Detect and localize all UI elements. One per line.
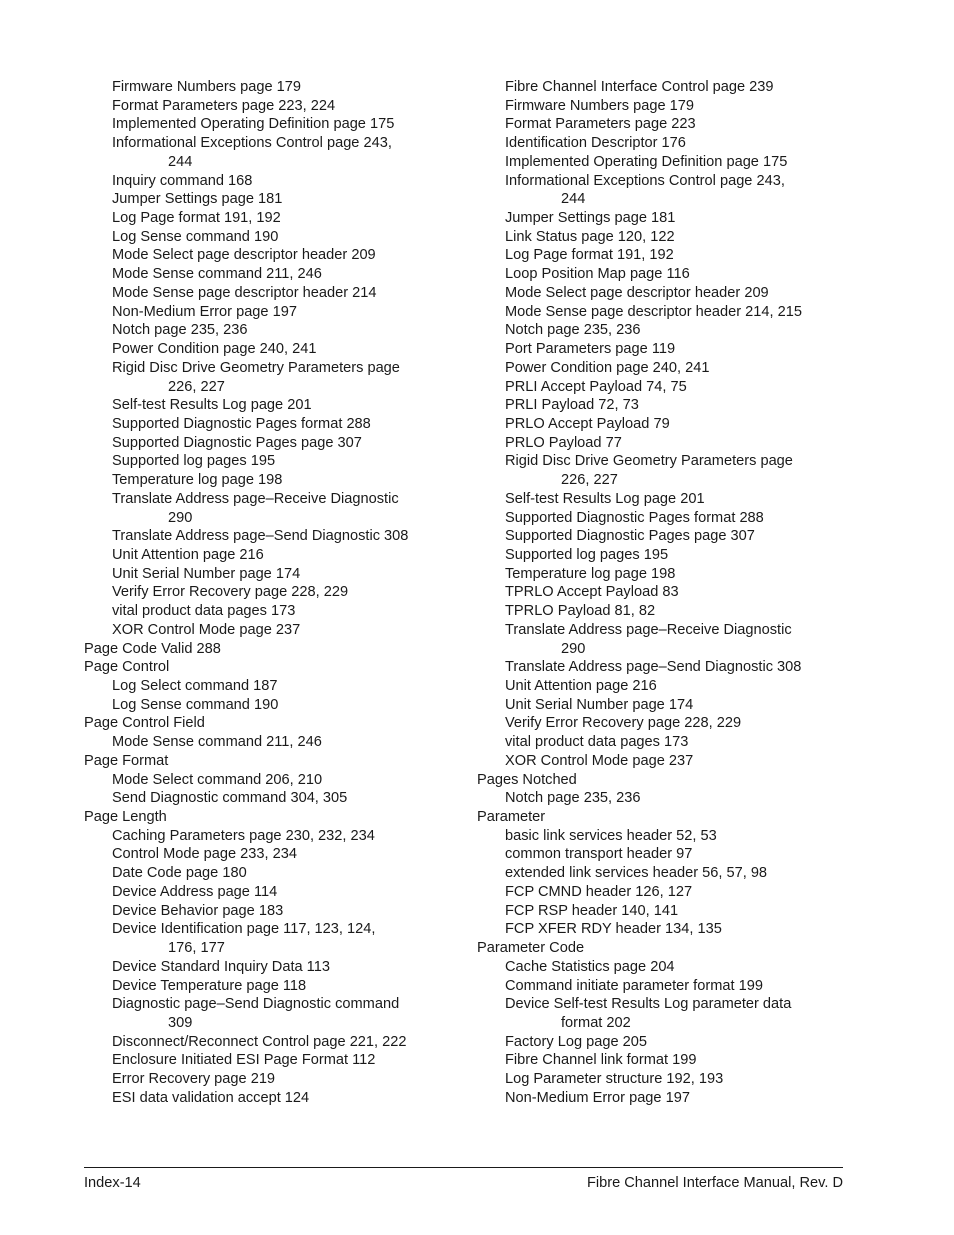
index-subentry: Notch page 235, 236: [505, 322, 641, 339]
index-subentry: Self-test Results Log page 201: [505, 490, 705, 507]
index-subentry: TPRLO Accept Payload 83: [505, 584, 679, 601]
index-subentry: Verify Error Recovery page 228, 229: [505, 715, 742, 732]
index-subentry: Mode Select command 206, 210: [112, 771, 323, 788]
index-subentry: vital product data pages 173: [505, 734, 689, 751]
index-subentry: Non-Medium Error page 197: [112, 303, 297, 320]
index-entry-continuation: 244: [168, 153, 193, 170]
index-subentry: XOR Control Mode page 237: [505, 752, 694, 769]
index-subentry: Temperature log page 198: [505, 565, 676, 582]
footer-page-number: Index-14: [84, 1175, 141, 1191]
index-subentry: Log Page format 191, 192: [112, 210, 281, 227]
index-heading-entry: Parameter Code: [477, 940, 585, 957]
index-subentry: Enclosure Initiated ESI Page Format 112: [112, 1052, 376, 1069]
index-subentry: Rigid Disc Drive Geometry Parameters page: [112, 359, 400, 376]
index-subentry: Temperature log page 198: [112, 472, 283, 489]
index-subentry: Device Standard Inquiry Data 113: [112, 958, 330, 975]
index-subentry: ESI data validation accept 124: [112, 1089, 310, 1106]
index-subentry: Notch page 235, 236: [112, 322, 248, 339]
index-subentry: PRLI Accept Payload 74, 75: [505, 378, 687, 395]
index-subentry: Error Recovery page 219: [112, 1071, 276, 1088]
index-subentry: Translate Address page–Receive Diagnostic: [505, 621, 792, 638]
footer-document-title: Fibre Channel Interface Manual, Rev. D: [586, 1175, 843, 1191]
index-subentry: Device Address page 114: [112, 883, 278, 900]
index-subentry: Verify Error Recovery page 228, 229: [112, 584, 349, 601]
index-subentry: Notch page 235, 236: [505, 790, 641, 807]
index-subentry: Send Diagnostic command 304, 305: [112, 790, 348, 807]
index-subentry: Mode Select page descriptor header 209: [505, 284, 769, 301]
index-subentry: Firmware Numbers page 179: [112, 79, 301, 95]
index-subentry: Date Code page 180: [112, 865, 247, 882]
index-heading-entry: Page Control Field: [84, 715, 205, 732]
index-subentry: Format Parameters page 223: [505, 116, 696, 133]
index-subentry: TPRLO Payload 81, 82: [505, 603, 656, 620]
index-heading-entry: Page Code Valid 288: [84, 640, 221, 657]
index-subentry: FCP RSP header 140, 141: [505, 902, 679, 919]
index-subentry: Mode Sense page descriptor header 214: [112, 284, 377, 301]
index-subentry: Supported Diagnostic Pages format 288: [505, 509, 764, 526]
index-subentry: Mode Sense command 211, 246: [112, 734, 322, 751]
index-subentry: Unit Serial Number page 174: [505, 696, 694, 713]
index-subentry: Non-Medium Error page 197: [505, 1089, 690, 1106]
index-subentry: Cache Statistics page 204: [505, 958, 675, 975]
index-subentry: Link Status page 120, 122: [505, 228, 675, 245]
index-subentry: Loop Position Map page 116: [505, 266, 690, 283]
index-subentry: Translate Address page–Send Diagnostic 308: [112, 528, 409, 545]
index-entry-continuation: 244: [561, 191, 586, 208]
index-subentry: Implemented Operating Definition page 175: [505, 153, 788, 170]
index-heading-entry: Parameter: [477, 809, 546, 826]
index-subentry: Device Self-test Results Log parameter data: [505, 996, 792, 1013]
index-entry-continuation: 290: [561, 640, 586, 657]
index-subentry: Log Page format 191, 192: [505, 247, 674, 264]
index-subentry: Supported Diagnostic Pages format 288: [112, 415, 371, 432]
index-subentry: Factory Log page 205: [505, 1033, 647, 1050]
index-subentry: Supported log pages 195: [505, 546, 669, 563]
index-subentry: Control Mode page 233, 234: [112, 846, 297, 863]
index-subentry: Mode Sense command 211, 246: [112, 266, 322, 283]
index-subentry: Supported Diagnostic Pages page 307: [505, 528, 755, 545]
index-subentry: Informational Exceptions Control page 243,: [505, 172, 785, 189]
index-subentry: Caching Parameters page 230, 232, 234: [112, 827, 375, 844]
index-subentry: Device Identification page 117, 123, 124,: [112, 921, 376, 938]
index-subentry: basic link services header 52, 53: [505, 827, 717, 844]
index-subentry: Unit Attention page 216: [505, 678, 657, 694]
index-subentry: Diagnostic page–Send Diagnostic command: [112, 996, 400, 1013]
index-subentry: Fibre Channel Interface Control page 239: [505, 79, 774, 95]
index-subentry: Device Temperature page 118: [112, 977, 307, 994]
index-subentry: Firmware Numbers page 179: [505, 97, 694, 114]
index-subentry: Rigid Disc Drive Geometry Parameters page: [505, 453, 793, 470]
index-subentry: Supported log pages 195: [112, 453, 276, 470]
index-subentry: Supported Diagnostic Pages page 307: [112, 434, 362, 451]
index-entry-continuation: format 202: [561, 1014, 631, 1031]
index-heading-entry: Pages Notched: [477, 771, 577, 788]
index-subentry: Fibre Channel link format 199: [505, 1052, 697, 1069]
index-subentry: Self-test Results Log page 201: [112, 397, 312, 414]
index-subentry: Log Sense command 190: [112, 228, 279, 245]
index-subentry: Implemented Operating Definition page 175: [112, 116, 395, 133]
index-subentry: Mode Sense page descriptor header 214, 215: [505, 303, 802, 320]
index-subentry: FCP XFER RDY header 134, 135: [505, 921, 722, 938]
index-subentry: Translate Address page–Send Diagnostic 308: [505, 659, 802, 676]
index-subentry: Power Condition page 240, 241: [112, 341, 317, 358]
index-subentry: Unit Attention page 216: [112, 546, 264, 563]
index-subentry: Power Condition page 240, 241: [505, 359, 710, 376]
index-subentry: Inquiry command 168: [112, 172, 253, 189]
index-subentry: vital product data pages 173: [112, 603, 296, 620]
index-entry-continuation: 226, 227: [561, 472, 618, 489]
footer-divider: [84, 1167, 843, 1168]
index-subentry: XOR Control Mode page 237: [112, 621, 301, 638]
index-subentry: Log Sense command 190: [112, 696, 279, 713]
index-subentry: PRLO Payload 77: [505, 434, 622, 451]
index-subentry: Disconnect/Reconnect Control page 221, 222: [112, 1033, 407, 1050]
index-subentry: Jumper Settings page 181: [112, 191, 283, 208]
index-subentry: Informational Exceptions Control page 243,: [112, 135, 392, 152]
index-subentry: Log Select command 187: [112, 678, 278, 694]
index-subentry: Mode Select page descriptor header 209: [112, 247, 376, 264]
index-subentry: Format Parameters page 223, 224: [112, 97, 336, 114]
index-subentry: Port Parameters page 119: [505, 341, 676, 358]
index-column-right: [477, 78, 857, 1108]
index-entry-continuation: 309: [168, 1014, 193, 1031]
index-heading-entry: Page Format: [84, 752, 169, 769]
index-column-left: [84, 78, 474, 1108]
index-entry-continuation: 176, 177: [168, 940, 225, 957]
index-subentry: Identification Descriptor 176: [505, 135, 686, 152]
index-entry-continuation: 226, 227: [168, 378, 225, 395]
index-heading-entry: Page Control: [84, 659, 170, 676]
index-subentry: Command initiate parameter format 199: [505, 977, 763, 994]
index-subentry: Device Behavior page 183: [112, 902, 284, 919]
index-subentry: extended link services header 56, 57, 98: [505, 865, 768, 882]
index-subentry: PRLO Accept Payload 79: [505, 415, 670, 432]
index-subentry: Translate Address page–Receive Diagnostic: [112, 490, 399, 507]
index-entry-continuation: 290: [168, 509, 193, 526]
index-subentry: Unit Serial Number page 174: [112, 565, 301, 582]
index-subentry: Jumper Settings page 181: [505, 210, 676, 227]
index-subentry: FCP CMND header 126, 127: [505, 883, 693, 900]
index-heading-entry: Page Length: [84, 809, 167, 826]
index-subentry: PRLI Payload 72, 73: [505, 397, 639, 414]
index-subentry: common transport header 97: [505, 846, 693, 863]
index-subentry: Log Parameter structure 192, 193: [505, 1071, 724, 1088]
